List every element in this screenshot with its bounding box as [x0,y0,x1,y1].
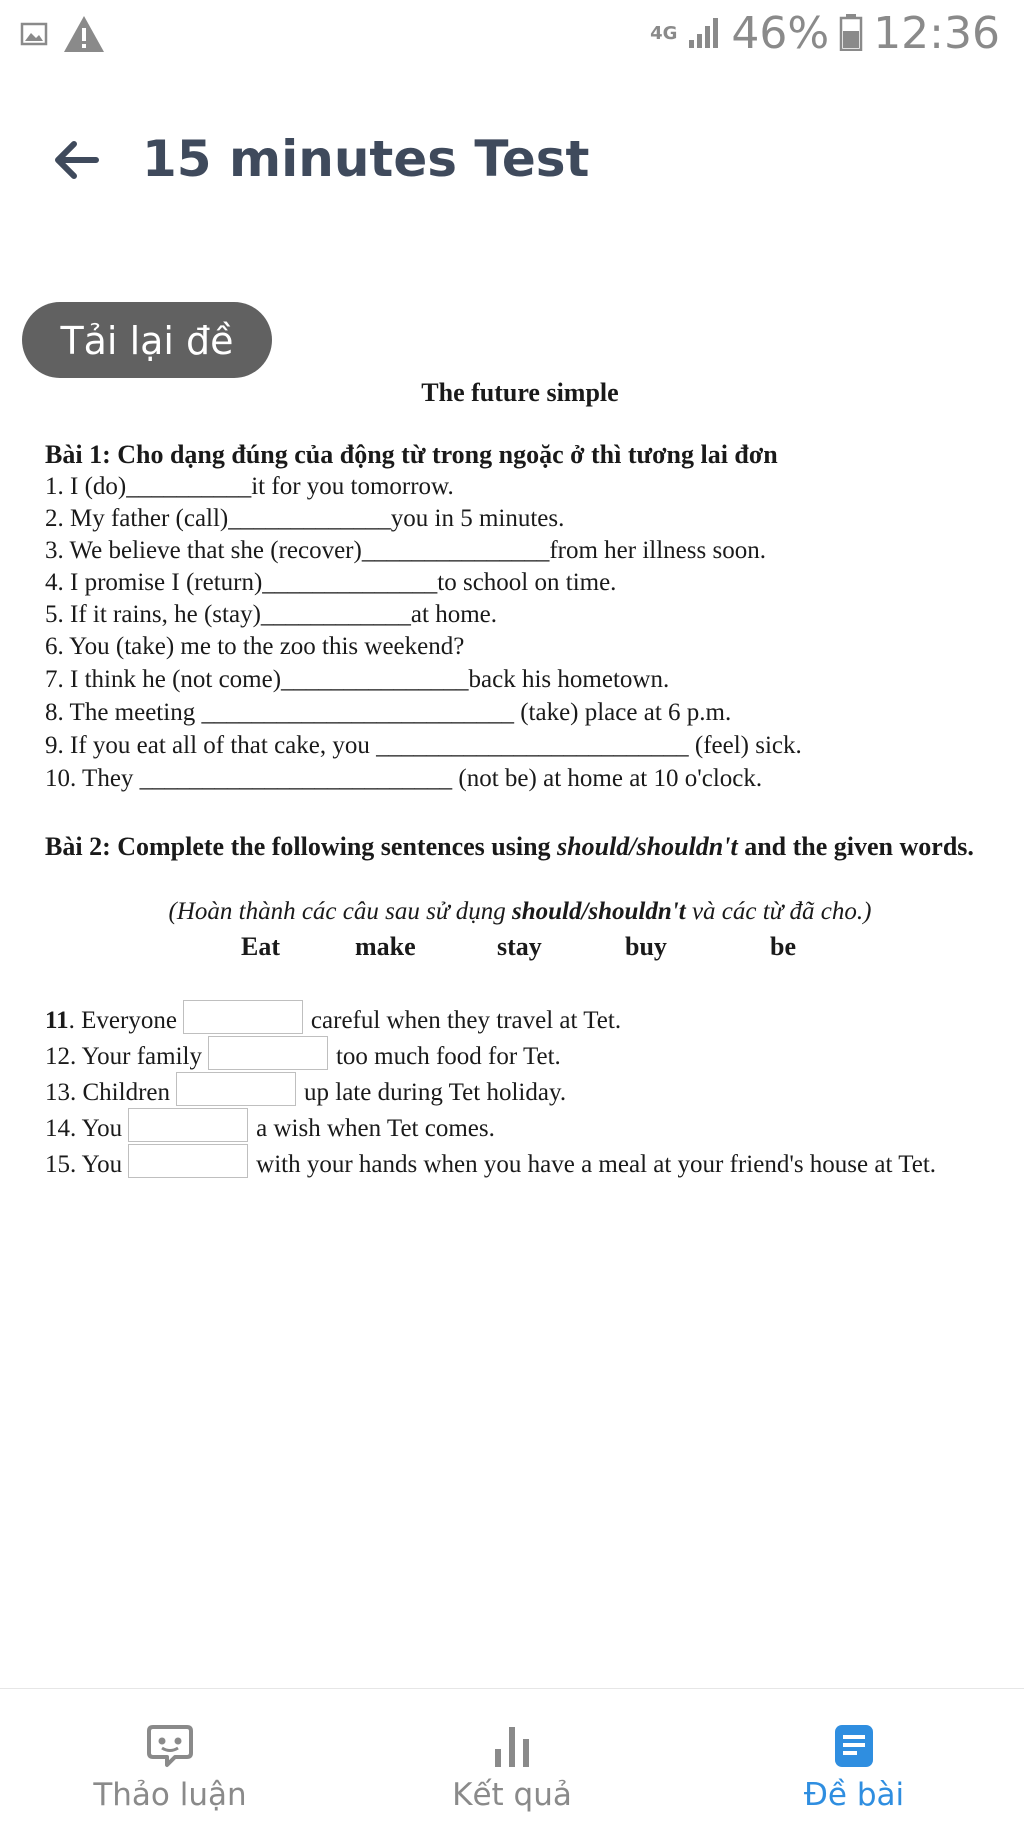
nav-label: Đề bài [803,1777,905,1813]
answer-blank[interactable] [176,1072,296,1106]
question-text: careful when they travel at Tet. [310,1007,622,1034]
exercise-2-question: 11. Everyone careful when they travel at Tet. [45,1000,621,1035]
app-bar [0,110,1024,210]
exercise-2-heading-text: Bài 2: Complete the following sentences using [45,832,558,861]
question-text: a wish when Tet comes. [256,1115,495,1142]
exercise-2-heading [45,830,995,863]
exercise-1-question: 5. If it rains, he (stay)____________at home. [45,601,497,628]
question-number: 11 [45,1007,69,1034]
question-text: too much food for Tet. [335,1043,561,1070]
question-text: You [81,1115,123,1142]
answer-blank[interactable] [183,1000,303,1034]
exercise-2-heading-text-end: and the given words. [737,832,974,861]
question-number: 15 [45,1151,70,1178]
question-text: Children [82,1079,170,1106]
nav-tab-test[interactable] [724,1689,984,1821]
nav-label: Kết quả [452,1777,572,1813]
exercise-1-question: 3. We believe that she (recover)_______________from her illness soon. [45,537,766,564]
question-number: 13 [45,1079,70,1106]
nav-tab-discussion[interactable] [40,1689,300,1821]
given-word: buy [625,932,667,961]
question-text: with your hands when you have a meal at your friend's house at Tet. [256,1151,937,1178]
exercise-1-question: 4. I promise I (return)______________to school on time. [45,569,617,596]
exercise-2-question: 12. Your family too much food for Tet. [45,1036,561,1071]
exercise-1-heading: Bài 1: Cho dạng đúng của động từ trong ngoặc ở thì tương lai đơn [45,440,778,469]
question-number: 14 [45,1115,70,1142]
document-icon [829,1721,879,1771]
exercise-2-subtitle-text-end: và các từ đã cho.) [685,898,872,925]
battery-percent: 46% [731,8,830,59]
answer-blank[interactable] [128,1108,248,1142]
answer-blank[interactable] [208,1036,328,1070]
exercise-2-subtitle [45,898,995,926]
exercise-1-question: 7. I think he (not come)_______________back his hometown. [45,666,670,693]
page-title: 15 minutes Test [142,130,590,188]
image-notification-icon [20,20,48,53]
question-number: 12 [45,1043,70,1070]
question-text: Everyone [81,1007,177,1034]
exercise-2-heading-modal: should/shouldn't [557,832,738,861]
given-word: Eat [241,932,280,961]
status-bar [0,0,1024,70]
exercise-1-question: 10. They _________________________ (not be) at home at 10 o'clock. [45,765,763,792]
nav-tab-results[interactable] [382,1689,642,1821]
given-word: stay [497,932,542,961]
bottom-navigation [0,1688,1024,1821]
battery-icon [839,13,863,55]
exercise-2-question: 15. You with your hands when you have a meal at your friend's house at Tet. [45,1144,995,1183]
signal-icon [687,14,721,54]
reload-test-button[interactable]: Tải lại đề [22,302,272,378]
exercise-2-question: 13. Children up late during Tet holiday. [45,1072,566,1107]
exercise-1-question: 1. I (do)__________it for you tomorrow. [45,473,454,500]
exercise-2-question: 14. You a wish when Tet comes. [45,1108,495,1143]
chat-bubble-icon [145,1721,195,1771]
exercise-1-question: 9. If you eat all of that cake, you _________________________ (feel) sick. [45,732,802,759]
question-text: Your family [81,1043,202,1070]
given-word: be [770,932,796,961]
answer-blank[interactable] [128,1144,248,1178]
bar-chart-icon [487,1721,537,1771]
clock: 12:36 [873,8,1000,59]
question-text: up late during Tet holiday. [304,1079,567,1106]
exercise-1-question: 8. The meeting _________________________ (take) place at 6 p.m. [45,699,732,726]
warning-icon [62,14,106,59]
exercise-1-question: 2. My father (call)_____________you in 5 minutes. [45,505,565,532]
arrow-left-icon[interactable] [46,130,106,190]
question-text: You [81,1151,123,1178]
exercise-1-question: 6. You (take) me to the zoo this weekend? [45,633,465,660]
network-type: 4G [650,22,678,44]
exercise-2-subtitle-modal: should/shouldn't [511,898,686,925]
given-word: make [355,932,416,961]
document-title: The future simple [421,378,619,407]
nav-label: Thảo luận [93,1777,247,1813]
exercise-2-subtitle-text: (Hoàn thành các câu sau sử dụng [168,898,512,925]
